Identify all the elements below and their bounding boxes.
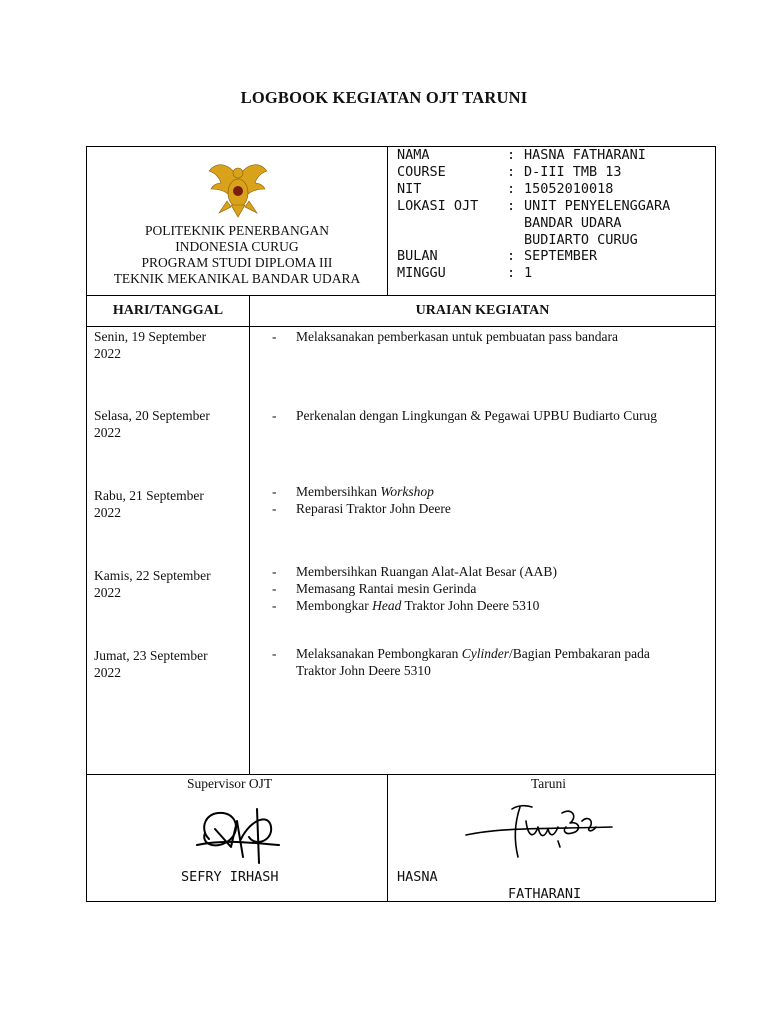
- day-year: 2022: [94, 585, 121, 600]
- institution-line: PROGRAM STUDI DIPLOMA III: [141, 255, 333, 270]
- nit-label: NIT: [397, 181, 422, 197]
- activity-item: Perkenalan dengan Lingkungan & Pegawai UPBU Budiarto Curug: [296, 408, 658, 423]
- bullet-dash: -: [272, 408, 277, 423]
- table-row-day: [94, 647, 244, 681]
- colon: :: [507, 248, 516, 264]
- bullet-dash: -: [272, 329, 277, 344]
- day-date: Selasa, 20 September: [94, 408, 210, 423]
- day-year: 2022: [94, 505, 121, 520]
- day-date: Senin, 19 September: [94, 329, 207, 344]
- bullet-dash: -: [272, 501, 277, 516]
- activity-text: Melaksanakan Pembongkaran: [296, 646, 462, 661]
- header-bottom-line: [87, 295, 715, 296]
- day-year: 2022: [94, 665, 121, 680]
- bullet-dash: -: [272, 564, 277, 579]
- location-value-line: BANDAR UDARA: [524, 215, 622, 231]
- table-row-day: [94, 567, 244, 601]
- signature-divider: [387, 774, 388, 901]
- supervisor-signature: [195, 799, 281, 867]
- month-label: BULAN: [397, 248, 438, 264]
- day-date: Jumat, 23 September: [94, 648, 208, 663]
- week-value: 1: [524, 265, 533, 281]
- activity-emphasis: Workshop: [380, 484, 434, 499]
- garuda-emblem-icon: [205, 153, 271, 219]
- activity-item: Membersihkan Ruangan Alat-Alat Besar (AAB): [296, 564, 557, 579]
- course-value: D-III TMB 13: [524, 164, 622, 180]
- activity-item: [296, 483, 434, 500]
- student-name-first: HASNA: [397, 869, 438, 885]
- name-value: HASNA FATHARANI: [524, 147, 646, 163]
- location-value-line: UNIT PENYELENGGARA: [524, 198, 671, 214]
- activity-item: [296, 597, 539, 614]
- day-year: 2022: [94, 346, 121, 361]
- day-column-divider: [249, 295, 250, 774]
- activity-item-continuation: Traktor John Deere 5310: [296, 663, 431, 678]
- month-value: SEPTEMBER: [524, 248, 598, 264]
- day-date: Kamis, 22 September: [94, 568, 211, 583]
- activity-item: [296, 645, 650, 662]
- header-divider: [387, 147, 388, 295]
- colon: :: [507, 181, 516, 197]
- column-header-day: HARI/TANGGAL: [112, 303, 224, 318]
- colon: :: [507, 198, 516, 214]
- course-label: COURSE: [397, 164, 446, 180]
- table-row-day: [94, 328, 244, 362]
- activity-item: Melaksanakan pemberkasan untuk pembuatan pass bandara: [296, 329, 619, 344]
- logbook-table: [86, 146, 716, 902]
- activity-item: Memasang Rantai mesin Gerinda: [296, 581, 477, 596]
- nit-value: 15052010018: [524, 181, 614, 197]
- bullet-dash: -: [272, 581, 277, 596]
- colon: :: [507, 164, 516, 180]
- bullet-dash: -: [272, 484, 277, 499]
- column-header-bottom-line: [87, 326, 715, 327]
- activity-text: Traktor John Deere 5310: [401, 598, 540, 613]
- location-label: LOKASI OJT: [397, 198, 479, 214]
- bullet-dash: -: [272, 646, 277, 661]
- location-value-line: BUDIARTO CURUG: [524, 232, 638, 248]
- body-bottom-line: [87, 774, 715, 775]
- activity-emphasis: Head: [372, 598, 402, 613]
- colon: :: [507, 147, 516, 163]
- activity-item: Reparasi Traktor John Deere: [296, 501, 451, 516]
- student-signature: [462, 791, 622, 861]
- supervisor-title: Supervisor OJT: [187, 776, 273, 791]
- institution-line: TEKNIK MEKANIKAL BANDAR UDARA: [113, 271, 361, 286]
- bullet-dash: -: [272, 598, 277, 613]
- institution-name: [87, 223, 387, 287]
- table-row-day: [94, 407, 244, 441]
- name-label: NAMA: [397, 147, 430, 163]
- day-date: Rabu, 21 September: [94, 488, 204, 503]
- supervisor-name: SEFRY IRHASH: [181, 869, 279, 885]
- colon: :: [507, 265, 516, 281]
- activity-text: Membersihkan: [296, 484, 381, 499]
- day-year: 2022: [94, 425, 121, 440]
- table-row-day: [94, 487, 244, 521]
- activity-text: /Bagian Pembakaran pada: [508, 646, 650, 661]
- student-name-last: FATHARANI: [508, 886, 582, 902]
- activity-text: Membongkar: [296, 598, 373, 613]
- institution-line: POLITEKNIK PENERBANGAN: [144, 223, 330, 238]
- student-title: Taruni: [531, 776, 567, 791]
- document-title: LOGBOOK KEGIATAN OJT TARUNI: [240, 88, 528, 107]
- institution-line: INDONESIA CURUG: [175, 239, 299, 254]
- activity-emphasis: Cylinder: [461, 646, 509, 661]
- week-label: MINGGU: [397, 265, 446, 281]
- column-header-activity: URAIAN KEGIATAN: [415, 303, 550, 318]
